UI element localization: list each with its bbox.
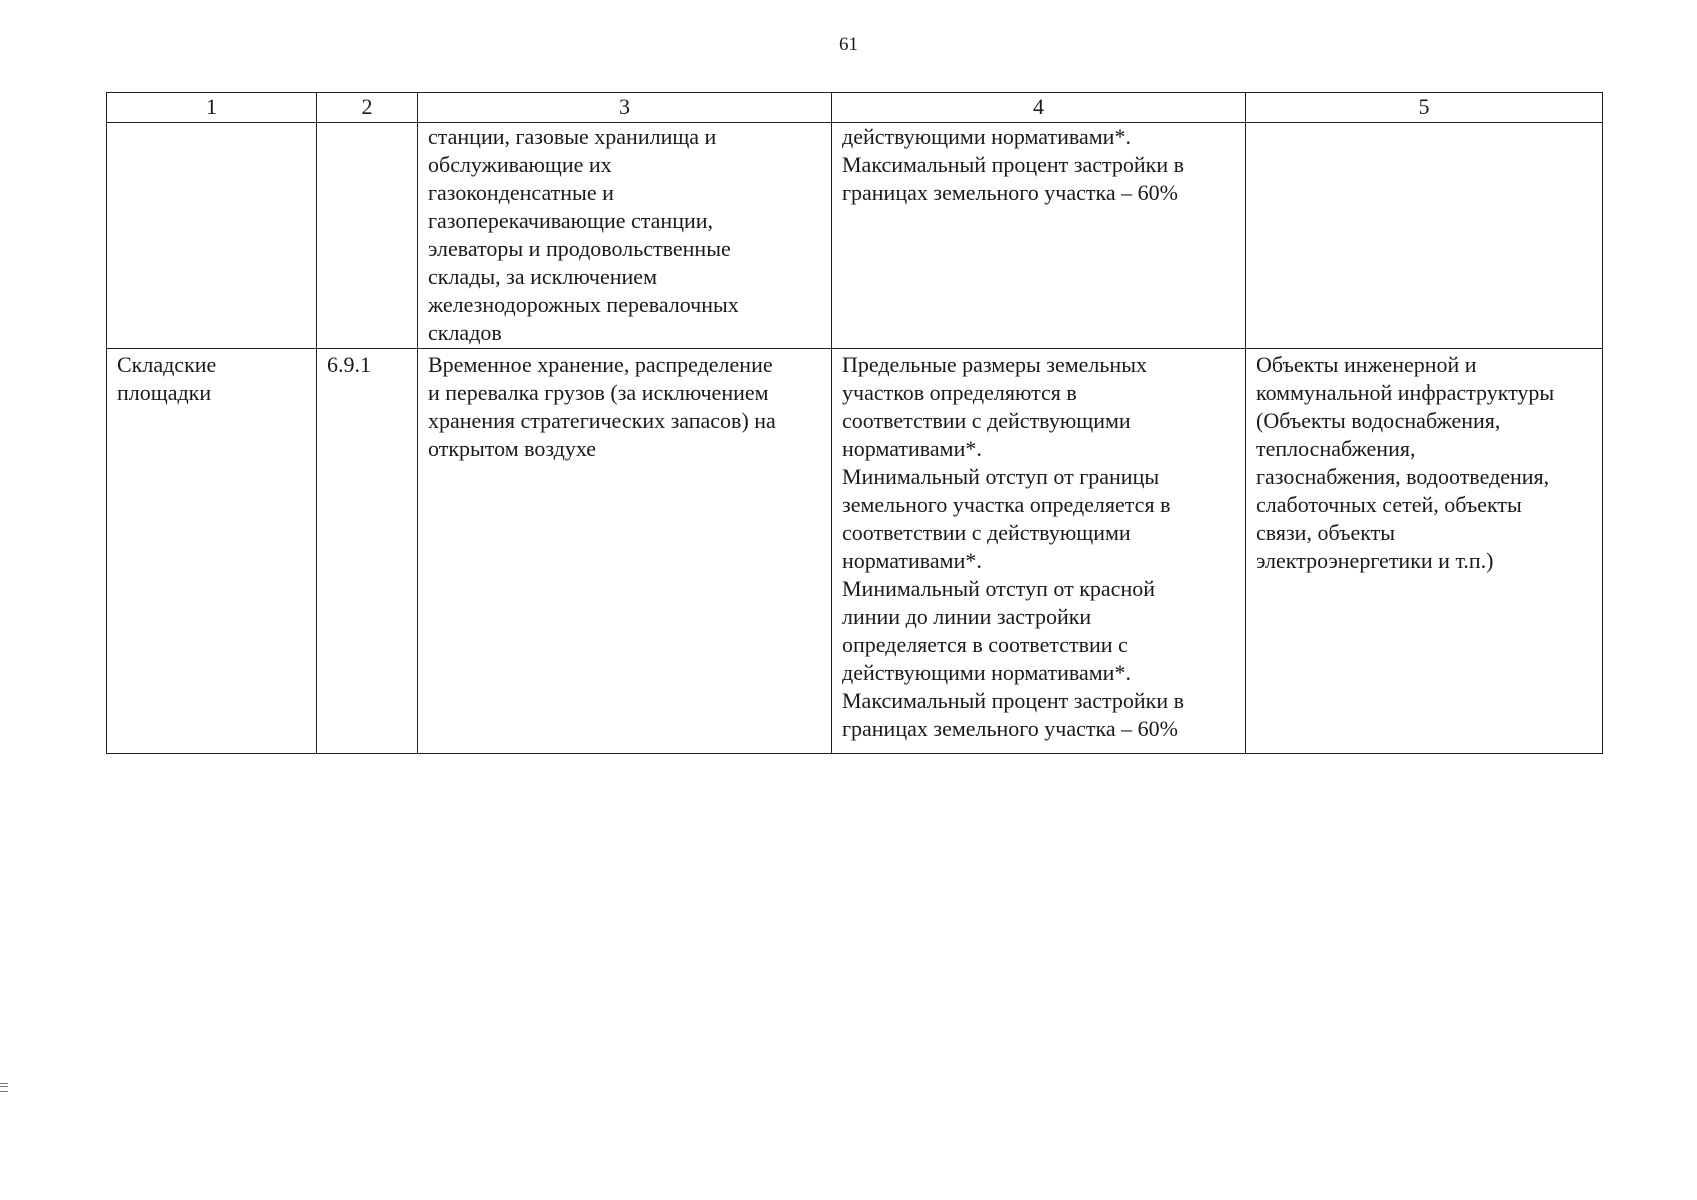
cell-text-line: станции, газовые хранилища и (428, 124, 717, 149)
cell-text-line: Предельные размеры земельных (842, 352, 1147, 377)
cell-text-line: газоперекачивающие станции, (428, 208, 714, 233)
cell-auxiliary-uses (1246, 123, 1603, 349)
cell-text-line: теплоснабжения, (1256, 436, 1416, 461)
cell-text-line: коммунальной инфраструктуры (1256, 380, 1555, 405)
cell-text-line: линии до линии застройки (842, 604, 1092, 629)
cell-text-line: Объекты инженерной и (1256, 352, 1477, 377)
cell-text-line: открытом воздухе (428, 436, 597, 461)
cell-text-line: нормативами*. (842, 548, 982, 573)
cell-parameters (832, 349, 1246, 754)
cell-text-line: нормативами*. (842, 436, 982, 461)
cell-text-line: обслуживающие их (428, 152, 612, 177)
cell-text-line: действующими нормативами*. (842, 124, 1131, 149)
cell-text-line: (Объекты водоснабжения, (1256, 408, 1501, 433)
cell-text-line: связи, объекты (1256, 520, 1396, 545)
cell-text-line: газоконденсатные и (428, 180, 614, 205)
cell-code (317, 123, 418, 349)
cell-parameters (832, 123, 1246, 349)
margin-mark (0, 1083, 8, 1092)
cell-text-line: слаботочных сетей, объекты (1256, 492, 1522, 517)
cell-text-line: газоснабжения, водоотведения, (1256, 464, 1550, 489)
cell-text-line: земельного участка определяется в (842, 492, 1171, 517)
cell-name (107, 349, 317, 754)
header-col-4: 4 (832, 93, 1246, 123)
cell-code: 6.9.1 (317, 349, 418, 754)
cell-text-line: участков определяются в (842, 380, 1077, 405)
cell-text-line: складов (428, 320, 502, 345)
cell-text-line: Максимальный процент застройки в (842, 152, 1184, 177)
table-row (107, 123, 1603, 349)
cell-auxiliary-uses (1246, 349, 1603, 754)
cell-text-line: склады, за исключением (428, 264, 657, 289)
cell-text-line: границах земельного участка – 60% (842, 180, 1178, 205)
cell-text-line: Минимальный отступ от границы (842, 464, 1160, 489)
cell-text-line: Складские (117, 352, 217, 377)
header-col-2: 2 (317, 93, 418, 123)
cell-text-line: границах земельного участка – 60% (842, 716, 1178, 741)
cell-text-line: элеваторы и продовольственные (428, 236, 731, 261)
header-col-3: 3 (418, 93, 832, 123)
cell-text-line: площадки (117, 380, 212, 405)
cell-text-line: электроэнергетики и т.п.) (1256, 548, 1494, 573)
cell-text-line: Временное хранение, распределение (428, 352, 773, 377)
cell-text-line: хранения стратегических запасов) на (428, 408, 776, 433)
cell-text-line: соответствии с действующими (842, 408, 1131, 433)
table-header-row (107, 93, 1603, 123)
cell-description (418, 123, 832, 349)
cell-text-line: соответствии с действующими (842, 520, 1131, 545)
cell-text-line: Максимальный процент застройки в (842, 688, 1184, 713)
table-row (107, 349, 1603, 754)
cell-text-line: определяется в соответствии с (842, 632, 1128, 657)
cell-name (107, 123, 317, 349)
cell-text-line: и перевалка грузов (за исключением (428, 380, 769, 405)
header-col-1: 1 (107, 93, 317, 123)
cell-text-line: действующими нормативами*. (842, 660, 1131, 685)
regulations-table (106, 92, 1603, 754)
cell-description (418, 349, 832, 754)
page-number: 61 (839, 34, 858, 55)
cell-text-line: железнодорожных перевалочных (428, 292, 739, 317)
header-col-5: 5 (1246, 93, 1603, 123)
cell-text-line: Минимальный отступ от красной (842, 576, 1155, 601)
